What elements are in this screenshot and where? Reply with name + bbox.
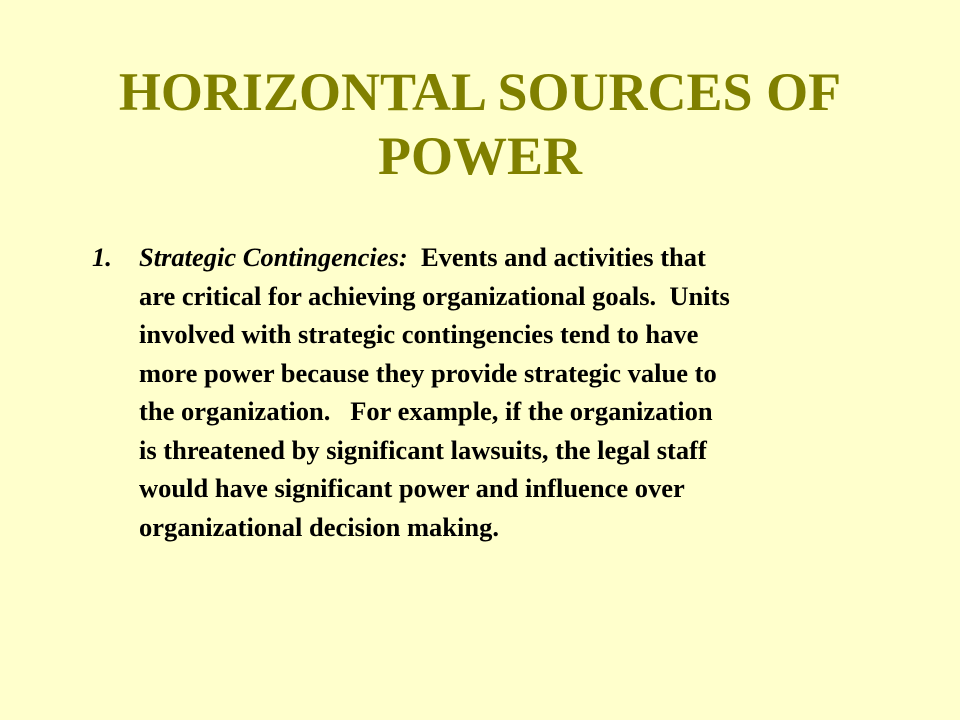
item-number: 1. <box>92 242 112 272</box>
item-text: the organization. For example, if the organization <box>139 396 713 426</box>
item-text: would have significant power and influence over <box>139 473 685 503</box>
item-text: is threatened by significant lawsuits, the legal staff <box>139 434 707 465</box>
item-line-first <box>139 238 872 277</box>
item-term: Strategic Contingencies: <box>139 242 408 272</box>
item-text: involved with strategic contingencies tend to have <box>139 319 699 349</box>
list-item <box>92 238 872 546</box>
item-text: organizational decision making. <box>139 511 499 542</box>
item-text: Events and activities that <box>420 242 706 272</box>
item-text: are critical for achieving organizational goals. Units <box>139 280 730 311</box>
item-text: more power because they provide strategic value to <box>139 357 717 388</box>
content-list <box>92 238 872 546</box>
slide-title: HORIZONTAL SOURCES OF POWER <box>118 62 842 186</box>
